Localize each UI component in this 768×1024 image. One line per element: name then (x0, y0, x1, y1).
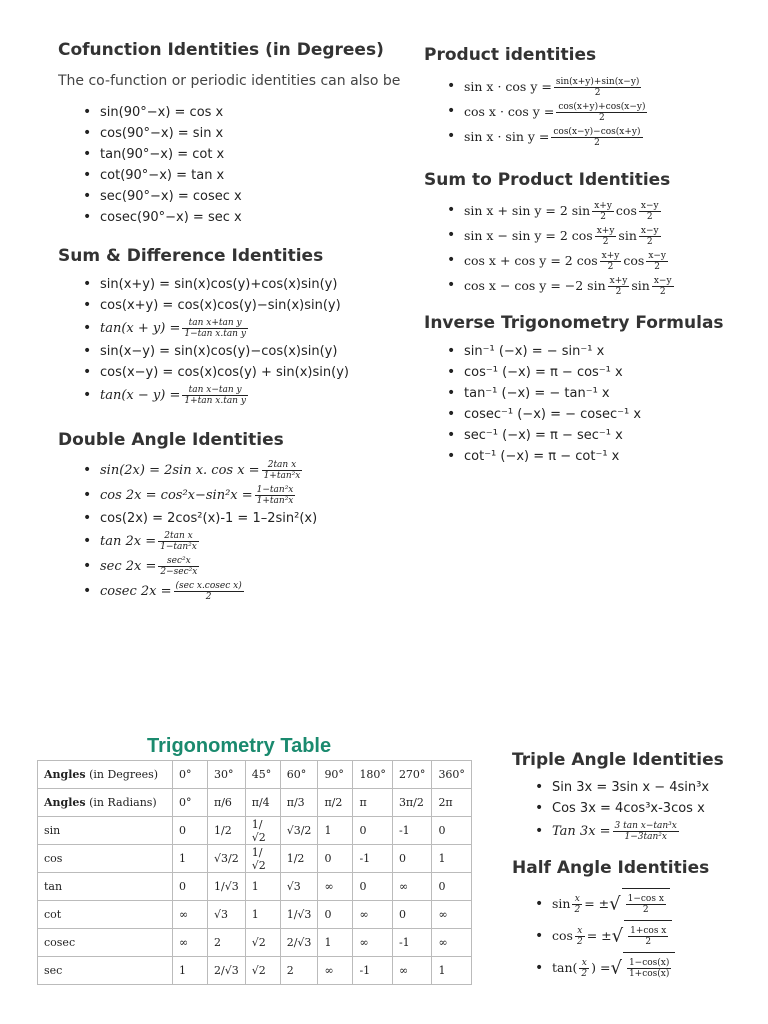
denominator: 2 (576, 937, 583, 947)
fraction (592, 201, 614, 222)
table-cell: 1/√2 (245, 845, 280, 873)
denominator: 2 (599, 113, 605, 123)
formula-lhs: sec 2x = (100, 559, 157, 574)
list-item (78, 316, 349, 341)
list-item (442, 273, 676, 298)
table-cell: 2/√3 (208, 957, 246, 985)
row-label: tan (44, 880, 63, 893)
table-cell: 1 (318, 817, 353, 845)
half-title: Half Angle Identities (512, 858, 710, 878)
radical-icon: √ (611, 925, 624, 947)
inverse-title: Inverse Trigonometry Formulas (424, 313, 724, 333)
list-item (442, 99, 649, 124)
radical-icon: √ (610, 957, 622, 979)
table-cell: 0 (432, 873, 472, 901)
list-item (442, 425, 641, 446)
table-cell: 2/√3 (280, 929, 318, 957)
numerator: x (579, 958, 589, 969)
formula-lhs: sin x + sin y = 2 sin (464, 203, 591, 218)
list-item (78, 341, 349, 362)
table-row (38, 761, 472, 789)
table-cell: 3π/2 (392, 789, 432, 817)
formula-lhs: cosec 2x = (100, 584, 172, 599)
denominator: 2 (602, 237, 609, 247)
table-cell: ∞ (432, 929, 472, 957)
list-item (78, 383, 349, 408)
row-label: sec (44, 964, 63, 977)
denominator: 1−tan²x (160, 542, 197, 552)
table-cell: ∞ (392, 873, 432, 901)
denominator: 2 (659, 287, 666, 297)
formula-lhs: tan(x − y) = (100, 388, 181, 403)
fraction (626, 894, 666, 915)
table-cell: π/6 (208, 789, 246, 817)
denominator: 2 (646, 237, 653, 247)
fraction (262, 460, 303, 481)
numerator: x+y (601, 251, 620, 261)
list-item (78, 529, 317, 554)
table-cell: 0 (353, 873, 393, 901)
fraction (572, 894, 582, 915)
numerator: tan x−tan y (182, 385, 248, 396)
formula-lhs: Tan 3x = (552, 824, 611, 839)
formula-lhs: sin x − sin y = 2 cos (464, 228, 593, 243)
numerator: 1−tan²x (256, 485, 294, 495)
list-item (442, 362, 641, 383)
table-cell: 0 (318, 901, 353, 929)
row-header (38, 901, 173, 929)
fraction (639, 226, 661, 247)
identity-text: Sin 3x = 3sin x − 4sin³x (552, 780, 710, 795)
denominator: 1+tan x.tan y (184, 396, 246, 406)
table-cell: 0 (173, 873, 208, 901)
denominator: 1+tan²x (256, 496, 294, 506)
equals: ) = (591, 960, 611, 975)
triple-list (530, 777, 709, 844)
half-list (530, 888, 675, 984)
table-cell: √3 (208, 901, 246, 929)
numerator: x−y (640, 226, 659, 236)
row-label: cot (44, 908, 62, 921)
numerator: x (572, 894, 582, 905)
denominator: 1−3tan²x (624, 832, 667, 842)
list-item (530, 952, 675, 984)
row-label: cos (44, 852, 63, 865)
fraction (158, 531, 199, 552)
denominator: 2 (205, 592, 212, 602)
numerator: x−y (648, 251, 667, 261)
formula-lhs: cos x + cos y = 2 cos (464, 253, 598, 268)
func: sin (618, 228, 637, 243)
list-item (78, 508, 317, 529)
table-row (38, 873, 472, 901)
fraction (627, 958, 671, 979)
cofunction-list (78, 102, 242, 228)
denominator: 2−sec²x (160, 567, 198, 577)
sumprod-title: Sum to Product Identities (424, 170, 671, 190)
identity-text: sec(90°−x) = cosec x (100, 189, 242, 204)
denominator: 1−tan x.tan y (184, 329, 246, 339)
list-item (78, 207, 242, 228)
fraction (556, 102, 647, 123)
fraction (600, 251, 622, 272)
table-cell: 1 (245, 873, 280, 901)
table-cell: 0 (353, 817, 393, 845)
numerator: x+y (594, 201, 612, 211)
table-row (38, 929, 472, 957)
table-cell: 360° (432, 761, 472, 789)
list-item (442, 248, 676, 273)
row-unit: (in Radians) (85, 796, 157, 809)
fraction (595, 226, 617, 247)
list-item (78, 274, 349, 295)
table-cell: 0 (318, 845, 353, 873)
equals: = ± (584, 896, 610, 911)
sumprod-list (442, 198, 676, 298)
formula-lhs: cos 2x = cos²x−sin²x = (100, 488, 253, 503)
formula-lhs: cos x − cos y = −2 sin (464, 278, 606, 293)
table-row (38, 789, 472, 817)
product-title: Product identities (424, 45, 597, 65)
table-cell: π/4 (245, 789, 280, 817)
func: cos (615, 203, 637, 218)
row-label: sin (44, 824, 61, 837)
list-item (78, 295, 349, 316)
table-cell: 1 (318, 929, 353, 957)
product-list (442, 74, 649, 149)
fraction (613, 821, 679, 842)
list-item (78, 144, 242, 165)
row-header (38, 929, 173, 957)
row-header (38, 957, 173, 985)
table-cell: 1/√2 (245, 817, 280, 845)
fraction (551, 127, 642, 148)
triple-title: Triple Angle Identities (512, 750, 724, 770)
table-cell: 60° (280, 761, 318, 789)
table-cell: ∞ (353, 901, 393, 929)
identity-text: cot⁻¹ (−x) = π − cot⁻¹ x (464, 449, 620, 464)
table-cell: 1/2 (208, 817, 246, 845)
row-label: Angles (44, 768, 86, 781)
identity-text: tan⁻¹ (−x) = − tan⁻¹ x (464, 386, 610, 401)
numerator: 3 tan x−tan³x (614, 821, 677, 831)
fraction (158, 556, 199, 577)
table-title: Trigonometry Table (147, 735, 332, 757)
numerator: sec²x (158, 556, 199, 567)
identity-text: cosec(90°−x) = sec x (100, 210, 242, 225)
table-cell: ∞ (432, 901, 472, 929)
table-cell: √3/2 (208, 845, 246, 873)
denominator: 2 (594, 88, 601, 98)
numerator: 2tan x (158, 531, 199, 542)
fraction (182, 318, 248, 339)
numerator: x−y (653, 276, 672, 286)
table-cell: ∞ (318, 873, 353, 901)
table-cell: 1/2 (280, 845, 318, 873)
numerator: sin(x+y)+sin(x−y) (555, 77, 640, 87)
list-item (78, 102, 242, 123)
table-row (38, 901, 472, 929)
identity-text: cot(90°−x) = tan x (100, 168, 225, 183)
list-item (530, 798, 709, 819)
list-item (442, 124, 649, 149)
identity-text: cos(2x) = 2cos²(x)-1 = 1–2sin²(x) (100, 511, 318, 526)
equals: = ± (586, 928, 612, 943)
table-cell: 0 (432, 817, 472, 845)
numerator: x+y (596, 226, 615, 236)
inverse-list (442, 341, 641, 467)
table-cell: 180° (353, 761, 393, 789)
table-cell: 30° (208, 761, 246, 789)
table-cell: ∞ (173, 901, 208, 929)
list-item (442, 223, 676, 248)
list-item (530, 920, 675, 952)
numerator: x+y (609, 276, 628, 286)
list-item (78, 165, 242, 186)
fraction (255, 485, 296, 506)
list-item (78, 458, 317, 483)
numerator: tan x+tan y (182, 318, 248, 329)
numerator: 1+cos x (630, 926, 667, 936)
table-cell: 0 (392, 845, 432, 873)
formula-lhs: sin x · sin y = (464, 129, 550, 144)
numerator: 1−cos(x) (628, 958, 670, 968)
table-row (38, 817, 472, 845)
sumdiff-title: Sum & Difference Identities (58, 246, 324, 266)
row-header (38, 817, 173, 845)
table-cell: 1/√3 (208, 873, 246, 901)
denominator: 1+cos(x) (628, 969, 670, 979)
table-cell: ∞ (392, 957, 432, 985)
table-cell: √3 (280, 873, 318, 901)
table-cell: ∞ (173, 929, 208, 957)
row-header (38, 789, 173, 817)
table-cell: √2 (245, 929, 280, 957)
table-cell: 2 (280, 957, 318, 985)
formula-lhs: sin(2x) = 2sin x. cos x = (100, 463, 260, 478)
cofunction-title: Cofunction Identities (in Degrees) (58, 40, 384, 60)
identity-text: tan(90°−x) = cot x (100, 147, 225, 162)
list-item (530, 777, 709, 798)
table-cell: 45° (245, 761, 280, 789)
list-item (442, 198, 676, 223)
denominator: 2 (645, 937, 652, 947)
table-cell: -1 (353, 957, 393, 985)
fraction (182, 385, 248, 406)
formula-lhs: cos (552, 928, 573, 943)
list-item (78, 186, 242, 207)
list-item (78, 554, 317, 579)
denominator: 2 (654, 262, 661, 272)
identity-text: cosec⁻¹ (−x) = − cosec⁻¹ x (464, 407, 642, 422)
identity-text: sin(x−y) = sin(x)cos(y)−cos(x)sin(y) (100, 344, 338, 359)
identity-text: cos⁻¹ (−x) = π − cos⁻¹ x (464, 365, 623, 380)
radical-icon: √ (609, 893, 621, 915)
identity-text: sin(x+y) = sin(x)cos(y)+cos(x)sin(y) (100, 277, 338, 292)
row-header (38, 761, 173, 789)
table-cell: ∞ (318, 957, 353, 985)
table-cell: 2π (432, 789, 472, 817)
cofunction-intro: The co-function or periodic identities can also be (58, 73, 401, 89)
table-cell: 1 (173, 845, 208, 873)
double-list (78, 458, 317, 604)
formula-lhs: tan( (552, 960, 578, 975)
table-cell: ∞ (353, 929, 393, 957)
fraction (554, 77, 642, 98)
row-unit: (in Degrees) (85, 768, 159, 781)
table-cell: 1 (432, 957, 472, 985)
list-item (442, 383, 641, 404)
table-cell: 1 (245, 901, 280, 929)
table-cell: π/3 (280, 789, 318, 817)
table-cell: √3/2 (280, 817, 318, 845)
denominator: 2 (615, 287, 622, 297)
sumdiff-list (78, 274, 349, 408)
table-cell: √2 (245, 957, 280, 985)
identity-text: sec⁻¹ (−x) = π − sec⁻¹ x (464, 428, 623, 443)
identity-text: cos(x−y) = cos(x)cos(y) + sin(x)sin(y) (100, 365, 349, 380)
list-item (78, 579, 317, 604)
denominator: 2 (646, 212, 653, 222)
fraction (646, 251, 668, 272)
table-cell: 90° (318, 761, 353, 789)
identity-text: cos(x+y) = cos(x)cos(y)−sin(x)sin(y) (100, 298, 341, 313)
row-header (38, 873, 173, 901)
row-label: cosec (44, 936, 76, 949)
numerator: 1−cos x (627, 894, 664, 904)
row-header (38, 845, 173, 873)
table-row (38, 845, 472, 873)
fraction (575, 926, 585, 947)
numerator: cos(x+y)+cos(x−y) (558, 102, 646, 112)
table-cell: -1 (392, 817, 432, 845)
table-cell: π/2 (318, 789, 353, 817)
fraction (652, 276, 674, 297)
identity-text: sin(90°−x) = cos x (100, 105, 224, 120)
numerator: (sec x.cosec x) (175, 581, 242, 591)
identity-text: cos(90°−x) = sin x (100, 126, 224, 141)
list-item (442, 74, 649, 99)
table-cell: 1 (432, 845, 472, 873)
list-item (530, 888, 675, 920)
double-title: Double Angle Identities (58, 430, 284, 450)
fraction (608, 276, 630, 297)
func: sin (631, 278, 650, 293)
list-item (78, 123, 242, 144)
table-cell: 1 (173, 957, 208, 985)
numerator: x−y (640, 201, 659, 211)
list-item (442, 341, 641, 362)
fraction (628, 926, 668, 947)
denominator: 2 (581, 969, 588, 979)
table-cell: 1/√3 (280, 901, 318, 929)
fraction (174, 581, 244, 602)
table-cell: 0 (173, 817, 208, 845)
list-item (442, 446, 641, 467)
fraction (579, 958, 589, 979)
denominator: 2 (607, 262, 614, 272)
list-item (78, 362, 349, 383)
list-item (78, 483, 317, 508)
denominator: 2 (594, 138, 600, 148)
fraction (639, 201, 661, 222)
numerator: cos(x−y)−cos(x+y) (553, 127, 641, 137)
table-cell: -1 (353, 845, 393, 873)
list-item (442, 404, 641, 425)
table-cell: 0° (173, 761, 208, 789)
denominator: 2 (642, 905, 649, 915)
formula-lhs: cos x · cos y = (464, 104, 555, 119)
formula-lhs: sin x · cos y = (464, 79, 552, 94)
identity-text: sin⁻¹ (−x) = − sin⁻¹ x (464, 344, 605, 359)
row-label: Angles (44, 796, 86, 809)
list-item (530, 819, 709, 844)
numerator: x (575, 926, 585, 937)
func: cos (623, 253, 645, 268)
trig-table (37, 760, 472, 985)
denominator: 2 (574, 905, 581, 915)
formula-lhs: tan(x + y) = (100, 321, 181, 336)
identity-text: Cos 3x = 4cos³x-3cos x (552, 801, 705, 816)
formula-lhs: sin (552, 896, 571, 911)
table-cell: -1 (392, 929, 432, 957)
table-cell: 270° (392, 761, 432, 789)
denominator: 1+tan²x (263, 471, 301, 481)
table-cell: π (353, 789, 393, 817)
table-cell: 2 (208, 929, 246, 957)
denominator: 2 (600, 212, 606, 222)
formula-lhs: tan 2x = (100, 534, 157, 549)
numerator: 2tan x (262, 460, 303, 471)
table-row (38, 957, 472, 985)
table-cell: 0° (173, 789, 208, 817)
table-cell: 0 (392, 901, 432, 929)
